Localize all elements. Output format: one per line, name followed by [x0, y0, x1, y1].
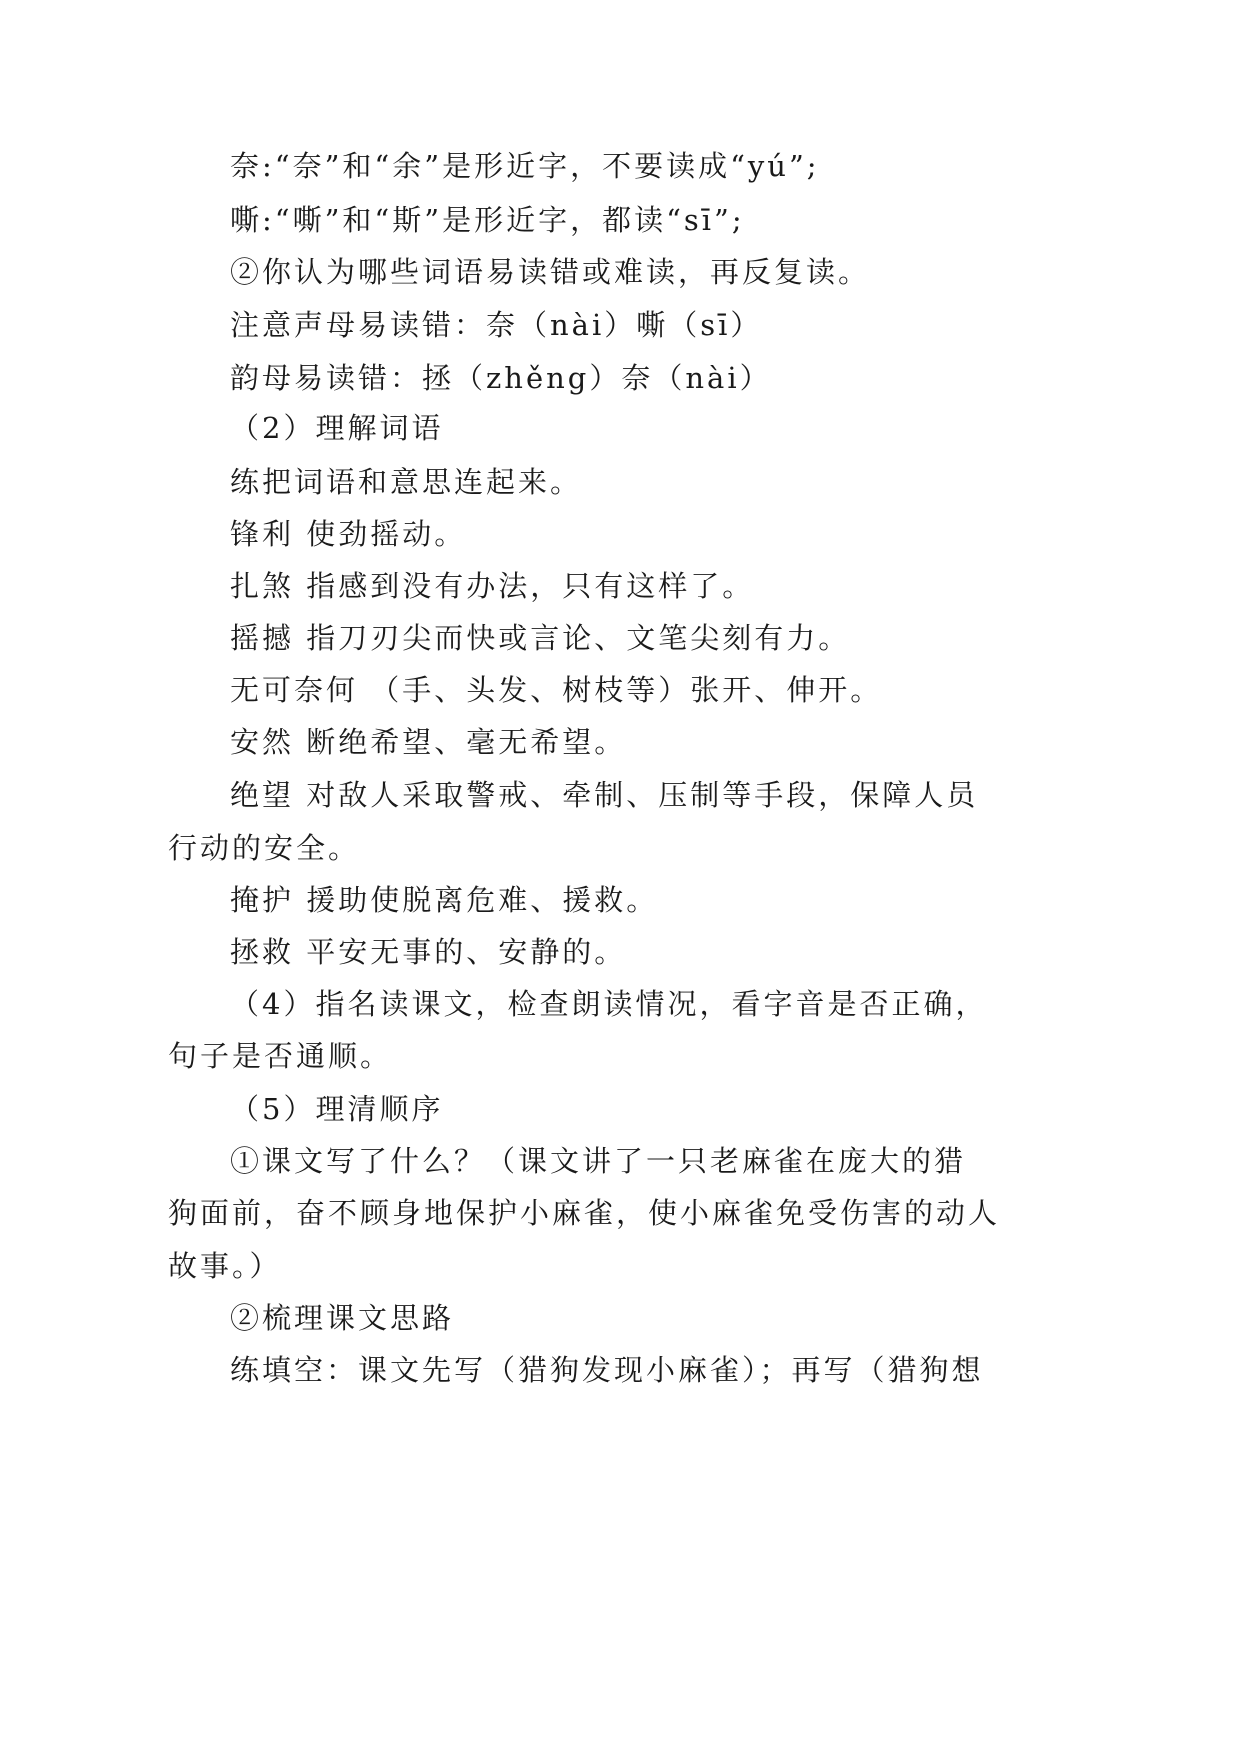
text-line: ①课文写了什么？（课文讲了一只老麻雀在庞大的猎 [230, 1144, 967, 1178]
text-line: （4）指名读课文，检查朗读情况，看字音是否正确， [230, 987, 988, 1021]
text-line: 绝望 对敌人采取警戒、牵制、压制等手段，保障人员 [230, 778, 979, 812]
text-line: 掩护 援助使脱离危难、援救。 [230, 883, 659, 917]
text-line: 扎煞 指感到没有办法，只有这样了。 [230, 569, 755, 603]
text-line: 锋利 使劲摇动。 [230, 517, 467, 551]
text-line: 奈:“奈”和“余”是形近字，不要读成“yú”; [230, 149, 820, 183]
text-line: 练填空：课文先写（猎狗发现小麻雀）；再写（猎狗想 [230, 1353, 984, 1387]
text-line: 狗面前，奋不顾身地保护小麻雀，使小麻雀免受伤害的动人 [168, 1196, 1001, 1230]
text-line: 故事。） [168, 1249, 282, 1283]
text-line: 无可奈何 （手、头发、树枝等）张开、伸开。 [230, 673, 883, 707]
section-heading: （5）理清顺序 [230, 1092, 444, 1126]
text-line: 行动的安全。 [168, 831, 361, 865]
text-line: 拯救 平安无事的、安静的。 [230, 935, 627, 969]
text-line: 注意声母易读错：奈（nài）嘶（sī） [230, 308, 763, 342]
text-line: 嘶:“嘶”和“斯”是形近字，都读“sī”; [230, 203, 745, 237]
text-line: ②梳理课文思路 [230, 1301, 455, 1335]
text-line: 句子是否通顺。 [168, 1039, 393, 1073]
text-line: 韵母易读错：拯（zhěng）奈（nài） [230, 361, 772, 395]
text-line: 摇撼 指刀刃尖而快或言论、文笔尖刻有力。 [230, 621, 851, 655]
text-line: 安然 断绝希望、毫无希望。 [230, 725, 627, 759]
section-heading: （2）理解词语 [230, 411, 444, 445]
text-line: ②你认为哪些词语易读错或难读，再反复读。 [230, 255, 871, 289]
text-line: 练把词语和意思连起来。 [230, 465, 583, 499]
